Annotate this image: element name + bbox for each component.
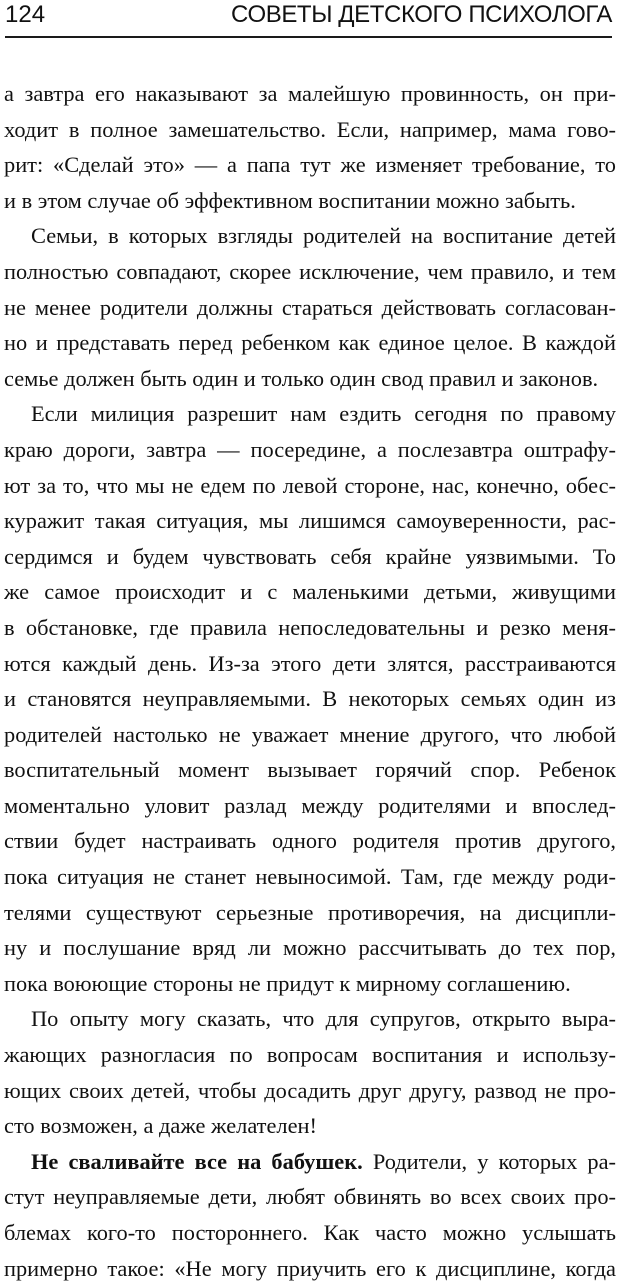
page-number: 124 <box>5 1 46 28</box>
bold-lead-in: Не сваливайте все на бабушек. <box>31 1148 363 1174</box>
text-line: краю дороги, завтра — посередине, а послезавтра оштрафу- <box>4 436 616 462</box>
text-line: семье должен быть один и только один свод правил и законов. <box>4 365 599 391</box>
text-line: Семьи, в которых взгляды родителей на воспитание детей <box>31 223 616 249</box>
text-line: ходит в полное замешательство. Если, например, мама гово- <box>4 116 616 142</box>
text-line: в обстановке, где правила непоследовательны и резко меня- <box>4 614 616 640</box>
text-line: блемах кого-то постороннего. Как часто можно услышать <box>4 1220 616 1245</box>
text-line: же самое происходит и с маленькими детьми, живущими <box>4 579 616 605</box>
text-line: пока ситуация не станет невыносимой. Там, где между роди- <box>4 864 616 890</box>
text-line: а завтра его наказывают за малейшую провинность, он при- <box>4 81 616 106</box>
text-line <box>4 1144 616 1180</box>
text-line: примерно такое: «Не могу приучить его к дисциплине, когда <box>4 1255 616 1281</box>
text-line: куражит такая ситуация, мы лишимся самоуверенности, рас- <box>4 508 616 534</box>
running-head <box>5 0 612 38</box>
text-line: не менее родители должны стараться действовать согласован- <box>4 294 616 320</box>
text-line: родителей настолько не уважает мнение другого, что любой <box>4 721 616 747</box>
text-line: моментально уловит разлад между родителями и впослед- <box>4 792 616 818</box>
text-line: полностью совпадают, скорее исключение, чем правило, и тем <box>4 258 616 284</box>
text-line: ют за то, что мы не едем по левой стороне, нас, конечно, обес- <box>4 472 616 498</box>
text-line: стут неуправляемые дети, любят обвинять во всех своих про- <box>4 1184 616 1210</box>
text-line: Если милиция разрешит нам ездить сегодня по правому <box>31 401 616 427</box>
text-line: сердимся и будем чувствовать себя крайне уязвимыми. То <box>4 543 616 569</box>
text-line: и становятся неуправляемыми. В некоторых семьях один из <box>4 686 616 712</box>
text-line: но и представать перед ребенком как единое целое. В каждой <box>4 330 616 356</box>
text-line: и в этом случае об эффективном воспитании можно забыть. <box>4 187 576 213</box>
text-line: ну и послушание вряд ли можно рассчитывать до тех пор, <box>4 935 616 961</box>
lead-line-rest: Родители, у которых ра- <box>362 1148 616 1174</box>
text-line: воспитательный момент вызывает горячий спор. Ребенок <box>4 757 616 783</box>
text-line: телями существуют серьезные противоречия, на дисципли- <box>4 899 616 925</box>
text-line: рит: «Сделай это» — а папа тут же изменяет требование, то <box>4 152 616 178</box>
text-line: По опыту могу сказать, что для супругов, открыто выра- <box>31 1006 616 1032</box>
body-text <box>4 76 616 1286</box>
text-line: жающих разногласия по вопросам воспитания и использу- <box>4 1042 616 1068</box>
text-line: ются каждый день. Из-за этого дети злятся, расстраиваются <box>4 650 616 676</box>
book-title: СОВЕТЫ ДЕТСКОГО ПСИХОЛОГА <box>231 1 612 28</box>
text-line: пока воюющие стороны не придут к мирному соглашению. <box>4 970 571 996</box>
text-line: сто возможен, а даже желателен! <box>4 1113 317 1139</box>
text-line: ющих своих детей, чтобы досадить друг другу, развод не про- <box>4 1077 616 1103</box>
text-line: ствии будет настраивать одного родителя против другого, <box>4 828 616 854</box>
